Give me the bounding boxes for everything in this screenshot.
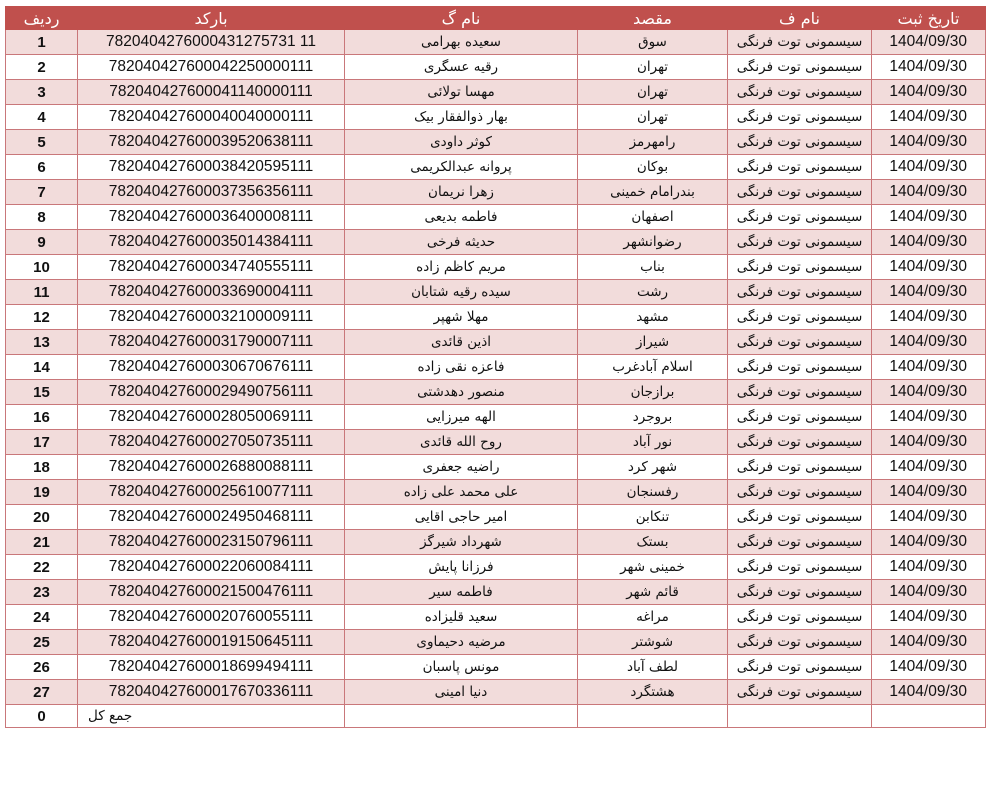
radif-cell[interactable]: 13	[6, 330, 78, 355]
maghsad-cell[interactable]: بوکان	[578, 155, 728, 180]
date-cell[interactable]: 1404/09/30	[872, 630, 986, 655]
radif-cell[interactable]: 10	[6, 255, 78, 280]
table-row	[6, 430, 986, 455]
table-row	[6, 505, 986, 530]
name-k-cell[interactable]: روح الله قائدی	[345, 430, 578, 455]
radif-cell[interactable]: 16	[6, 405, 78, 430]
radif-cell[interactable]: 9	[6, 230, 78, 255]
radif-cell[interactable]: 11	[6, 280, 78, 305]
name-f-cell[interactable]: سیسمونی توت فرنگی	[728, 30, 872, 55]
barcode-cell[interactable]: 782040427600038420595111	[78, 155, 345, 180]
barcode-cell[interactable]: 782040427600022060084111	[78, 555, 345, 580]
maghsad-cell[interactable]: تنکابن	[578, 505, 728, 530]
table-row	[6, 455, 986, 480]
barcode-cell[interactable]: 782040427600030670676111	[78, 355, 345, 380]
barcode-cell[interactable]: 782040427600034740555111	[78, 255, 345, 280]
name-k-cell[interactable]: سیده رقیه شتابان	[345, 280, 578, 305]
table-row	[6, 655, 986, 680]
barcode-cell[interactable]: 782040427600026880088111	[78, 455, 345, 480]
header-tarikh[interactable]: تاریخ ثبت	[872, 7, 986, 30]
name-f-cell[interactable]: سیسمونی توت فرنگی	[728, 630, 872, 655]
header-name-k[interactable]: نام گ	[345, 7, 578, 30]
name-k-cell[interactable]: سعیده بهرامی	[345, 30, 578, 55]
shipments-table	[5, 6, 986, 728]
name-f-cell[interactable]: سیسمونی توت فرنگی	[728, 430, 872, 455]
table-row	[6, 580, 986, 605]
table-row	[6, 105, 986, 130]
radif-cell[interactable]: 19	[6, 480, 78, 505]
empty-cell[interactable]	[872, 705, 986, 728]
header-maghsad[interactable]: مقصد	[578, 7, 728, 30]
name-f-cell[interactable]: سیسمونی توت فرنگی	[728, 105, 872, 130]
barcode-cell[interactable]: 7820404276000431275731 11	[78, 30, 345, 55]
empty-cell[interactable]	[728, 705, 872, 728]
table-row	[6, 480, 986, 505]
name-f-cell[interactable]: سیسمونی توت فرنگی	[728, 530, 872, 555]
name-f-cell[interactable]: سیسمونی توت فرنگی	[728, 330, 872, 355]
name-f-cell[interactable]: سیسمونی توت فرنگی	[728, 355, 872, 380]
table-row	[6, 55, 986, 80]
maghsad-cell[interactable]: قائم شهر	[578, 580, 728, 605]
radif-cell[interactable]: 1	[6, 30, 78, 55]
date-cell[interactable]: 1404/09/30	[872, 580, 986, 605]
maghsad-cell[interactable]: رفسنجان	[578, 480, 728, 505]
table-row	[6, 330, 986, 355]
name-k-cell[interactable]: رقیه عسگری	[345, 55, 578, 80]
radif-cell[interactable]: 20	[6, 505, 78, 530]
name-k-cell[interactable]: منصور دهدشتی	[345, 380, 578, 405]
name-k-cell[interactable]: فاطمه بدیعی	[345, 205, 578, 230]
date-cell[interactable]: 1404/09/30	[872, 130, 986, 155]
empty-cell[interactable]	[578, 705, 728, 728]
maghsad-cell[interactable]: رضوانشهر	[578, 230, 728, 255]
date-cell[interactable]: 1404/09/30	[872, 655, 986, 680]
maghsad-cell[interactable]: شوشتر	[578, 630, 728, 655]
date-cell[interactable]: 1404/09/30	[872, 255, 986, 280]
table-row	[6, 305, 986, 330]
table-row	[6, 680, 986, 705]
date-cell[interactable]: 1404/09/30	[872, 180, 986, 205]
barcode-cell[interactable]: 782040427600035014384111	[78, 230, 345, 255]
maghsad-cell[interactable]: اسلام آبادغرب	[578, 355, 728, 380]
maghsad-cell[interactable]: برازجان	[578, 380, 728, 405]
name-f-cell[interactable]: سیسمونی توت فرنگی	[728, 505, 872, 530]
maghsad-cell[interactable]: رشت	[578, 280, 728, 305]
radif-cell[interactable]: 27	[6, 680, 78, 705]
name-k-cell[interactable]: شهرداد شیرگز	[345, 530, 578, 555]
name-k-cell[interactable]: مریم کاظم زاده	[345, 255, 578, 280]
radif-cell[interactable]: 4	[6, 105, 78, 130]
name-f-cell[interactable]: سیسمونی توت فرنگی	[728, 680, 872, 705]
radif-cell[interactable]: 7	[6, 180, 78, 205]
table-row	[6, 605, 986, 630]
name-f-cell[interactable]: سیسمونی توت فرنگی	[728, 155, 872, 180]
table-row	[6, 180, 986, 205]
maghsad-cell[interactable]: تهران	[578, 80, 728, 105]
name-k-cell[interactable]: حدیثه فرخی	[345, 230, 578, 255]
date-cell[interactable]: 1404/09/30	[872, 405, 986, 430]
date-cell[interactable]: 1404/09/30	[872, 205, 986, 230]
barcode-cell[interactable]: 782040427600027050735111	[78, 430, 345, 455]
barcode-cell[interactable]: 782040427600018699494111	[78, 655, 345, 680]
date-cell[interactable]: 1404/09/30	[872, 305, 986, 330]
name-k-cell[interactable]: زهرا نریمان	[345, 180, 578, 205]
table-row	[6, 30, 986, 55]
date-cell[interactable]: 1404/09/30	[872, 380, 986, 405]
header-row	[6, 7, 986, 30]
radif-cell[interactable]: 3	[6, 80, 78, 105]
table-row	[6, 405, 986, 430]
barcode-cell[interactable]: 782040427600025610077111	[78, 480, 345, 505]
date-cell[interactable]: 1404/09/30	[872, 155, 986, 180]
radif-cell[interactable]: 15	[6, 380, 78, 405]
name-k-cell[interactable]: فرزانا پایش	[345, 555, 578, 580]
total-label-cell[interactable]: جمع کل	[78, 705, 345, 728]
table-row	[6, 130, 986, 155]
name-f-cell[interactable]: سیسمونی توت فرنگی	[728, 380, 872, 405]
radif-cell[interactable]: 14	[6, 355, 78, 380]
name-k-cell[interactable]: مونس پاسبان	[345, 655, 578, 680]
barcode-cell[interactable]: 782040427600042250000111	[78, 55, 345, 80]
maghsad-cell[interactable]: هشتگرد	[578, 680, 728, 705]
maghsad-cell[interactable]: مشهد	[578, 305, 728, 330]
table-row	[6, 255, 986, 280]
radif-cell[interactable]: 5	[6, 130, 78, 155]
name-k-cell[interactable]: علی محمد علی زاده	[345, 480, 578, 505]
maghsad-cell[interactable]: شیراز	[578, 330, 728, 355]
table-row	[6, 230, 986, 255]
maghsad-cell[interactable]: نور آباد	[578, 430, 728, 455]
table-row	[6, 380, 986, 405]
name-f-cell[interactable]: سیسمونی توت فرنگی	[728, 255, 872, 280]
name-f-cell[interactable]: سیسمونی توت فرنگی	[728, 405, 872, 430]
name-k-cell[interactable]: پروانه عبدالکریمی	[345, 155, 578, 180]
maghsad-cell[interactable]: بناب	[578, 255, 728, 280]
table-row	[6, 280, 986, 305]
name-f-cell[interactable]: سیسمونی توت فرنگی	[728, 580, 872, 605]
name-f-cell[interactable]: سیسمونی توت فرنگی	[728, 230, 872, 255]
barcode-cell[interactable]: 782040427600024950468111	[78, 505, 345, 530]
name-f-cell[interactable]: سیسمونی توت فرنگی	[728, 605, 872, 630]
barcode-cell[interactable]: 782040427600036400008111	[78, 205, 345, 230]
date-cell[interactable]: 1404/09/30	[872, 105, 986, 130]
date-cell[interactable]: 1404/09/30	[872, 430, 986, 455]
date-cell[interactable]: 1404/09/30	[872, 680, 986, 705]
name-f-cell[interactable]: سیسمونی توت فرنگی	[728, 180, 872, 205]
name-f-cell[interactable]: سیسمونی توت فرنگی	[728, 655, 872, 680]
maghsad-cell[interactable]: رامهرمز	[578, 130, 728, 155]
name-k-cell[interactable]: مرضیه دحیماوی	[345, 630, 578, 655]
date-cell[interactable]: 1404/09/30	[872, 505, 986, 530]
table-body	[6, 30, 986, 728]
name-f-cell[interactable]: سیسمونی توت فرنگی	[728, 555, 872, 580]
radif-cell[interactable]: 23	[6, 580, 78, 605]
maghsad-cell[interactable]: بروجرد	[578, 405, 728, 430]
name-k-cell[interactable]: مهسا تولائی	[345, 80, 578, 105]
name-f-cell[interactable]: سیسمونی توت فرنگی	[728, 280, 872, 305]
radif-cell[interactable]: 17	[6, 430, 78, 455]
barcode-cell[interactable]: 782040427600039520638111	[78, 130, 345, 155]
radif-cell[interactable]: 22	[6, 555, 78, 580]
radif-cell[interactable]: 12	[6, 305, 78, 330]
name-k-cell[interactable]: سعید قلیزاده	[345, 605, 578, 630]
name-k-cell[interactable]: الهه میرزایی	[345, 405, 578, 430]
total-radif-cell[interactable]: 0	[6, 705, 78, 728]
barcode-cell[interactable]: 782040427600017670336111	[78, 680, 345, 705]
barcode-cell[interactable]: 782040427600032100009111	[78, 305, 345, 330]
barcode-cell[interactable]: 782040427600028050069111	[78, 405, 345, 430]
name-f-cell[interactable]: سیسمونی توت فرنگی	[728, 455, 872, 480]
radif-cell[interactable]: 2	[6, 55, 78, 80]
name-k-cell[interactable]: مهلا شهپر	[345, 305, 578, 330]
radif-cell[interactable]: 8	[6, 205, 78, 230]
name-f-cell[interactable]: سیسمونی توت فرنگی	[728, 130, 872, 155]
date-cell[interactable]: 1404/09/30	[872, 30, 986, 55]
date-cell[interactable]: 1404/09/30	[872, 530, 986, 555]
date-cell[interactable]: 1404/09/30	[872, 55, 986, 80]
table-row	[6, 630, 986, 655]
table-row	[6, 155, 986, 180]
barcode-cell[interactable]: 782040427600029490756111	[78, 380, 345, 405]
maghsad-cell[interactable]: مراغه	[578, 605, 728, 630]
name-f-cell[interactable]: سیسمونی توت فرنگی	[728, 205, 872, 230]
barcode-cell[interactable]: 782040427600019150645111	[78, 630, 345, 655]
radif-cell[interactable]: 18	[6, 455, 78, 480]
table-row	[6, 205, 986, 230]
name-k-cell[interactable]: امیر حاجی اقایی	[345, 505, 578, 530]
header-radif[interactable]: ردیف	[6, 7, 78, 30]
barcode-cell[interactable]: 782040427600023150796111	[78, 530, 345, 555]
name-k-cell[interactable]: راضیه جعفری	[345, 455, 578, 480]
date-cell[interactable]: 1404/09/30	[872, 455, 986, 480]
barcode-cell[interactable]: 782040427600037356356111	[78, 180, 345, 205]
radif-cell[interactable]: 6	[6, 155, 78, 180]
barcode-cell[interactable]: 782040427600031790007111	[78, 330, 345, 355]
maghsad-cell[interactable]: خمینی شهر	[578, 555, 728, 580]
maghsad-cell[interactable]: تهران	[578, 55, 728, 80]
total-row	[6, 705, 986, 728]
date-cell[interactable]: 1404/09/30	[872, 605, 986, 630]
name-f-cell[interactable]: سیسمونی توت فرنگی	[728, 80, 872, 105]
radif-cell[interactable]: 25	[6, 630, 78, 655]
name-k-cell[interactable]: بهار ذوالفقار بیک	[345, 105, 578, 130]
name-k-cell[interactable]: فاعزه نقی زاده	[345, 355, 578, 380]
name-f-cell[interactable]: سیسمونی توت فرنگی	[728, 480, 872, 505]
name-f-cell[interactable]: سیسمونی توت فرنگی	[728, 305, 872, 330]
radif-cell[interactable]: 24	[6, 605, 78, 630]
barcode-cell[interactable]: 782040427600040040000111	[78, 105, 345, 130]
name-k-cell[interactable]: فاطمه سیر	[345, 580, 578, 605]
maghsad-cell[interactable]: تهران	[578, 105, 728, 130]
date-cell[interactable]: 1404/09/30	[872, 480, 986, 505]
maghsad-cell[interactable]: لطف آباد	[578, 655, 728, 680]
maghsad-cell[interactable]: بستک	[578, 530, 728, 555]
name-f-cell[interactable]: سیسمونی توت فرنگی	[728, 55, 872, 80]
name-k-cell[interactable]: کوثر داودی	[345, 130, 578, 155]
maghsad-cell[interactable]: سوق	[578, 30, 728, 55]
date-cell[interactable]: 1404/09/30	[872, 230, 986, 255]
name-k-cell[interactable]: دنیا امینی	[345, 680, 578, 705]
header-name-f[interactable]: نام ف	[728, 7, 872, 30]
barcode-cell[interactable]: 782040427600041140000111	[78, 80, 345, 105]
date-cell[interactable]: 1404/09/30	[872, 280, 986, 305]
date-cell[interactable]: 1404/09/30	[872, 80, 986, 105]
empty-cell[interactable]	[345, 705, 578, 728]
table-row	[6, 555, 986, 580]
spreadsheet-sheet	[5, 6, 985, 728]
table-row	[6, 355, 986, 380]
date-cell[interactable]: 1404/09/30	[872, 330, 986, 355]
maghsad-cell[interactable]: بندرامام خمینی	[578, 180, 728, 205]
radif-cell[interactable]: 21	[6, 530, 78, 555]
name-k-cell[interactable]: اذین قائدی	[345, 330, 578, 355]
table-row	[6, 80, 986, 105]
table-row	[6, 530, 986, 555]
maghsad-cell[interactable]: شهر کرد	[578, 455, 728, 480]
radif-cell[interactable]: 26	[6, 655, 78, 680]
barcode-cell[interactable]: 782040427600020760055111	[78, 605, 345, 630]
maghsad-cell[interactable]: اصفهان	[578, 205, 728, 230]
barcode-cell[interactable]: 782040427600021500476111	[78, 580, 345, 605]
date-cell[interactable]: 1404/09/30	[872, 555, 986, 580]
date-cell[interactable]: 1404/09/30	[872, 355, 986, 380]
header-barcode[interactable]: بارکد	[78, 7, 345, 30]
barcode-cell[interactable]: 782040427600033690004111	[78, 280, 345, 305]
